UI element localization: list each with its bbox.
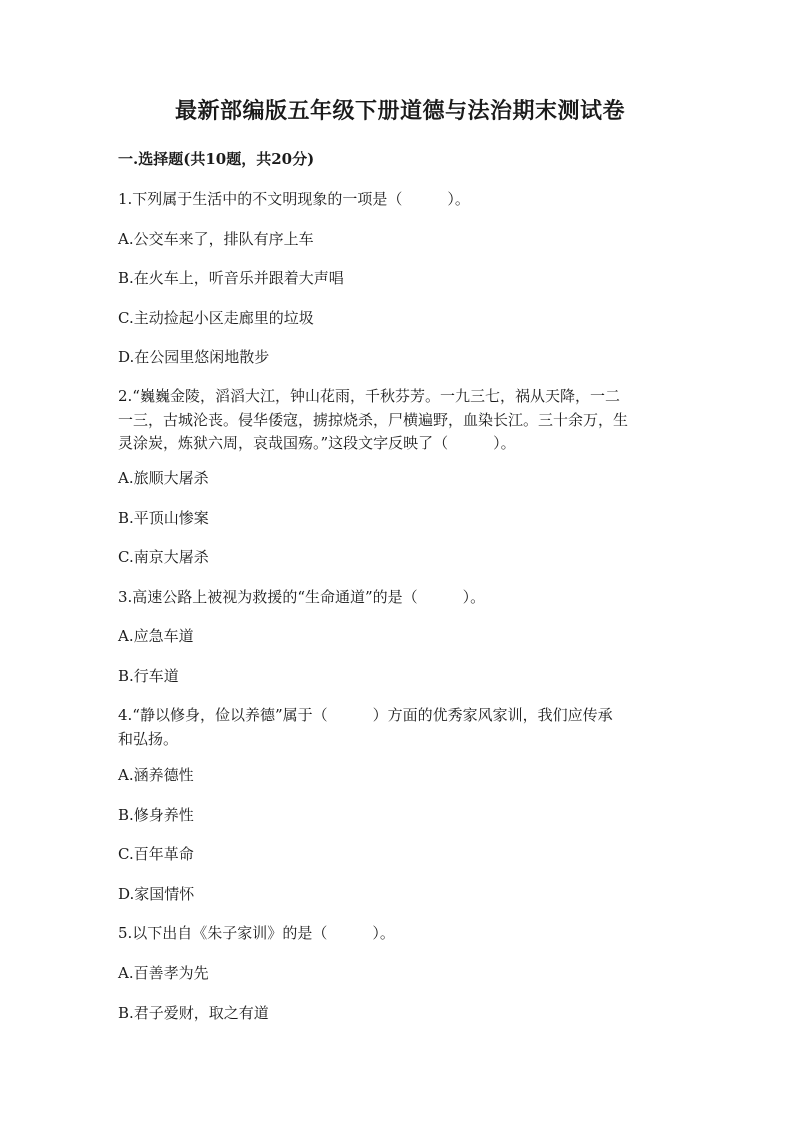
question-2-stem-line-3: 灵涂炭，炼狱六周，哀哉国殇。”这段文字反映了（ ）。 <box>118 434 516 452</box>
question-3-stem: 3.高速公路上被视为救援的“生命通道”的是（ ）。 <box>118 588 486 606</box>
question-4-option-a: A.涵养德性 <box>118 766 194 784</box>
question-5-option-a: A.百善孝为先 <box>118 964 209 982</box>
question-1-option-d: D.在公园里悠闲地散步 <box>118 348 270 366</box>
question-2-stem-line-2: 一三，古城沦丧。侵华倭寇，掳掠烧杀，尸横遍野，血染长江。三十余万，生 <box>118 411 629 429</box>
section-header: 一.选择题(共10题，共20分) <box>118 150 315 168</box>
question-5-option-b: B.君子爱财，取之有道 <box>118 1004 269 1022</box>
question-2-stem-line-1: 2.“巍巍金陵，滔滔大江，钟山花雨，千秋芬芳。一九三七，祸从天降，一二 <box>118 387 620 405</box>
question-2-option-a: A.旅顺大屠杀 <box>118 469 209 487</box>
question-1-stem: 1.下列属于生活中的不文明现象的一项是（ ）。 <box>118 190 470 208</box>
question-2-option-c: C.南京大屠杀 <box>118 548 209 566</box>
question-3-option-a: A.应急车道 <box>118 627 194 645</box>
page-title: 最新部编版五年级下册道德与法治期末测试卷 <box>174 98 625 124</box>
question-1-option-c: C.主动捡起小区走廊里的垃圾 <box>118 309 314 327</box>
question-3-option-b: B.行车道 <box>118 667 179 685</box>
question-1-option-b: B.在火车上，听音乐并跟着大声唱 <box>118 269 344 287</box>
question-4-stem-line-1: 4.“静以修身，俭以养德”属于（ ）方面的优秀家风家训，我们应传承 <box>118 706 613 724</box>
question-4-option-b: B.修身养性 <box>118 806 194 824</box>
question-4-option-c: C.百年革命 <box>118 845 194 863</box>
question-4-option-d: D.家国情怀 <box>118 885 195 903</box>
question-4-stem-line-2: 和弘扬。 <box>118 730 179 748</box>
question-5-stem: 5.以下出自《朱子家训》的是（ ）。 <box>118 924 395 942</box>
question-1-option-a: A.公交车来了，排队有序上车 <box>118 230 314 248</box>
question-2-option-b: B.平顶山惨案 <box>118 509 209 527</box>
